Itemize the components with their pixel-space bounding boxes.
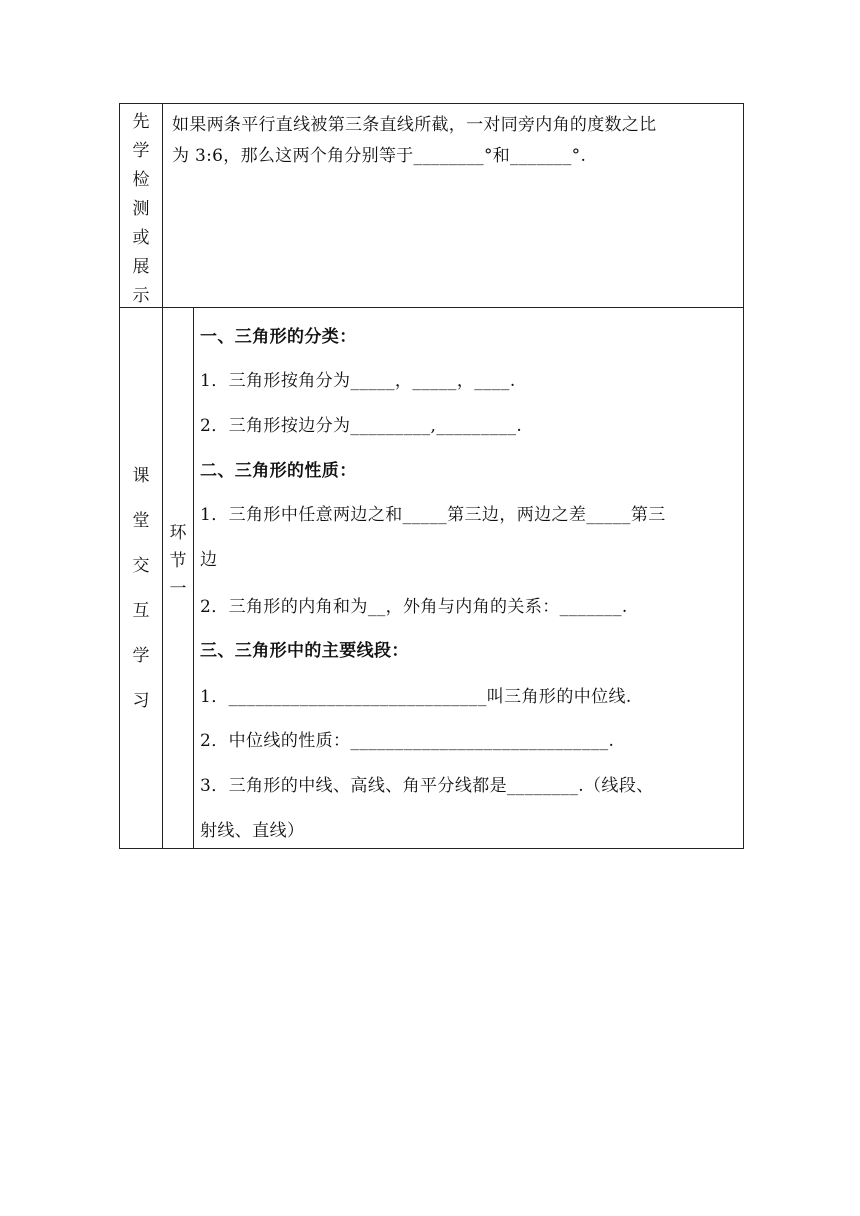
- row2-label-char: 课: [132, 466, 150, 486]
- row1-question-line1: 如果两条平行直线被第三条直线所截，一对同旁内角的度数之比: [172, 115, 657, 135]
- row2-label-char: 堂: [132, 511, 150, 531]
- row2-label-char: 学: [132, 646, 150, 666]
- row1-label-char: 示: [132, 286, 150, 306]
- row1-label-char: 检: [132, 170, 150, 190]
- row1-label-char: 先: [132, 112, 150, 132]
- table-border-right: [743, 103, 744, 849]
- row2-label: [120, 454, 162, 724]
- table-border-top: [119, 103, 744, 104]
- col-divider-1: [162, 103, 163, 849]
- section-heading: 一、三角形的分类：: [200, 327, 357, 347]
- row2-label-char: 互: [132, 601, 150, 621]
- content-line: 3．三角形的中线、高线、角平分线都是________.（线段、: [200, 776, 654, 796]
- row1-label: [120, 108, 162, 311]
- section-heading: 三、三角形中的主要线段：: [200, 641, 409, 661]
- row2-sub-label: [163, 519, 193, 603]
- col-divider-2: [193, 307, 194, 849]
- content-line: 2．三角形按边分为_________,_________.: [200, 416, 523, 436]
- content-line: 2．三角形的内角和为__，外角与内角的关系：_______.: [200, 597, 628, 617]
- row1-label-char: 或: [132, 228, 150, 248]
- row2-sub-label-char: 一: [169, 579, 187, 599]
- content-line: 1．三角形按角分为_____，_____，____.: [200, 371, 516, 391]
- row-divider: [119, 307, 744, 308]
- content-line: 1．_____________________________叫三角形的中位线.: [200, 687, 632, 707]
- row1-label-char: 测: [132, 199, 150, 219]
- row2-label-char: 习: [132, 691, 150, 711]
- row1-question-line2: 为 3:6，那么这两个角分别等于________°和_______°.: [172, 146, 587, 166]
- row2-sub-label-char: 环: [169, 523, 187, 543]
- content-line: 1．三角形中任意两边之和_____第三边，两边之差_____第三: [200, 505, 666, 525]
- row1-label-char: 展: [132, 257, 150, 277]
- row2-label-char: 交: [132, 556, 150, 576]
- row1-label-char: 学: [132, 141, 150, 161]
- content-line: 边: [200, 550, 218, 570]
- content-line: 2．中位线的性质：_____________________________.: [200, 731, 615, 751]
- section-heading: 二、三角形的性质：: [200, 461, 357, 481]
- table-border-bottom: [119, 848, 744, 849]
- row2-sub-label-char: 节: [169, 551, 187, 571]
- content-line: 射线、直线）: [200, 821, 305, 841]
